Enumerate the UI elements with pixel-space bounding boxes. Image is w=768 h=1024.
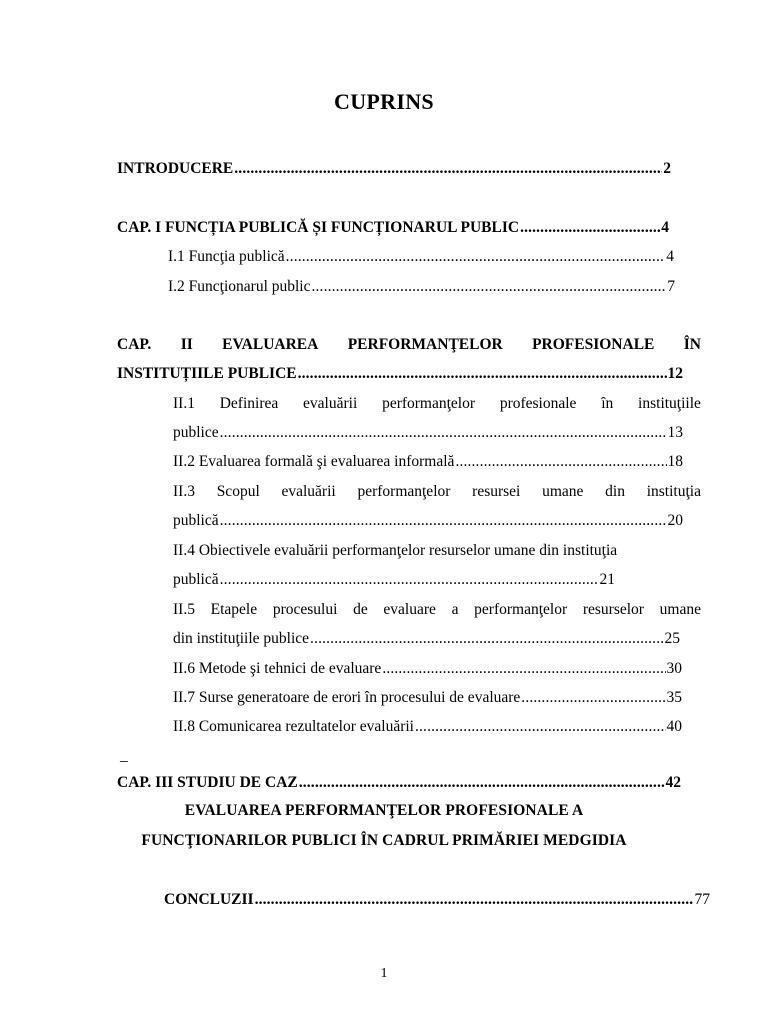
word: instituţia — [646, 483, 701, 500]
word: resurselor — [582, 601, 644, 618]
word: în — [601, 395, 614, 412]
word: Definirea — [219, 395, 279, 412]
word: II.3 — [173, 483, 195, 500]
dot-leader — [382, 661, 665, 677]
dot-leader — [220, 425, 667, 441]
toc-entry-label: I.1 Funcţia publică — [168, 248, 285, 265]
toc-entry-page: 40 — [666, 718, 682, 735]
dot-leader — [312, 279, 667, 295]
toc-entry-cap2-5-line1[interactable] — [173, 602, 701, 618]
toc-entry-page: 18 — [667, 453, 683, 470]
toc-entry-cap2[interactable] — [117, 366, 683, 382]
cap3-subtitle-line1: EVALUAREA PERFORMANŢELOR PROFESIONALE A — [184, 802, 584, 819]
word: procesului — [272, 601, 338, 618]
toc-entry-cap2-line1[interactable] — [117, 337, 701, 353]
toc-entry-label: publică — [173, 571, 219, 588]
toc-entry-page: 4 — [666, 248, 674, 265]
page-title: CUPRINS — [334, 89, 434, 114]
toc-entry-label: din instituţiile publice — [173, 630, 310, 647]
toc-entry-concluzii[interactable] — [164, 892, 710, 908]
toc-entry-label: II.7 Surse generatoare de erori în procesului de evaluare — [173, 689, 521, 706]
toc-entry-cap2-1[interactable] — [173, 425, 683, 441]
word: umane — [542, 483, 584, 500]
toc-entry-page: 12 — [667, 365, 683, 382]
toc-entry-cap2-7[interactable] — [173, 690, 682, 706]
toc-entry-label: INTRODUCERE — [117, 160, 234, 177]
word: performanţelor — [357, 483, 451, 500]
toc-entry-cap2-1-line1[interactable] — [173, 396, 701, 412]
dot-leader — [255, 892, 694, 908]
toc-entry-cap2-5[interactable] — [173, 631, 680, 647]
word: resursei — [472, 483, 521, 500]
word: II — [180, 336, 193, 353]
word: Scopul — [216, 483, 260, 500]
word: II.5 — [173, 601, 195, 618]
toc-entry-label: publică — [173, 512, 219, 529]
dot-leader — [220, 572, 599, 588]
toc-entry-page: 2 — [663, 160, 671, 177]
toc-entry-cap2-6[interactable] — [173, 661, 682, 677]
toc-entry-page: 13 — [667, 424, 683, 441]
page-number: 1 — [380, 966, 388, 981]
dot-leader — [234, 161, 662, 177]
toc-entry-label: CONCLUZII — [164, 891, 254, 908]
toc-entry-cap2-4[interactable] — [173, 572, 615, 588]
word: evaluării — [303, 395, 358, 412]
word: de — [353, 601, 368, 618]
word: a — [451, 601, 459, 618]
toc-entry-cap2-2[interactable] — [173, 454, 683, 470]
toc-entry-introducere[interactable] — [117, 161, 671, 177]
toc-entry-cap3[interactable] — [117, 775, 681, 791]
word: performanţelor — [382, 395, 476, 412]
toc-entry-label: II.8 Comunicarea rezultatelor evaluării — [173, 718, 414, 735]
toc-entry-page: 35 — [666, 689, 682, 706]
word: II.1 — [173, 395, 195, 412]
toc-entry-page: 21 — [599, 571, 615, 588]
toc-entry-label: publice — [173, 424, 219, 441]
toc-entry-cap1[interactable] — [117, 220, 669, 236]
toc-entry-label: II.2 Evaluarea formală şi evaluarea informală — [173, 453, 455, 470]
toc-entry-label: I.2 Funcţionarul public — [168, 278, 311, 295]
toc-entry-cap2-3[interactable] — [173, 513, 683, 529]
toc-entry-cap1-1[interactable] — [168, 249, 674, 265]
toc-entry-cap2-3-line1[interactable] — [173, 484, 701, 500]
word: profesionale — [499, 395, 577, 412]
toc-entry-label: II.6 Metode şi tehnici de evaluare — [173, 660, 382, 677]
word: instituţiile — [638, 395, 701, 412]
word: performanţelor — [474, 601, 568, 618]
cap3-subtitle-line2: FUNCŢIONARILOR PUBLICI ÎN CADRUL PRIMĂRIEI MEDGIDIA — [141, 832, 627, 849]
word: CAP. — [117, 336, 152, 353]
toc-entry-cap1-2[interactable] — [168, 279, 675, 295]
toc-entry-page: 30 — [666, 660, 682, 677]
toc-entry-cap2-4-line1[interactable]: II.4 Obiectivele evaluării performanţelor resurselor umane din instituţia — [173, 542, 618, 559]
toc-entry-page: 4 — [661, 219, 669, 236]
word: evaluare — [383, 601, 436, 618]
dot-leader — [298, 366, 667, 382]
toc-entry-page: 42 — [665, 774, 681, 791]
toc-entry-label: CAP. I FUNCȚIA PUBLICĂ ȘI FUNCȚIONARUL PUBLIC — [117, 219, 520, 236]
word: evaluării — [281, 483, 336, 500]
toc-entry-page: 20 — [667, 512, 683, 529]
dot-leader — [520, 220, 660, 236]
toc-entry-page: 7 — [667, 278, 675, 295]
word: ÎN — [683, 336, 701, 353]
toc-entry-cap2-8[interactable] — [173, 719, 682, 735]
word: EVALUAREA — [222, 336, 319, 353]
word: din — [605, 483, 625, 500]
word: PROFESIONALE — [532, 336, 655, 353]
dot-leader — [310, 631, 663, 647]
toc-entry-label: CAP. III STUDIU DE CAZ — [117, 774, 298, 791]
dot-leader — [299, 775, 665, 791]
dot-leader — [455, 454, 666, 470]
word: Etapele — [210, 601, 258, 618]
dot-leader — [415, 719, 666, 735]
toc-entry-page: 77 — [694, 891, 710, 908]
toc-entry-page: 25 — [664, 630, 680, 647]
word: umane — [659, 601, 701, 618]
dot-leader — [220, 513, 667, 529]
dot-leader — [286, 249, 666, 265]
word: PERFORMANŢELOR — [347, 336, 503, 353]
stray-dash: _ — [120, 747, 128, 764]
toc-entry-label: INSTITUȚIILE PUBLICE — [117, 365, 297, 382]
dot-leader — [521, 690, 665, 706]
